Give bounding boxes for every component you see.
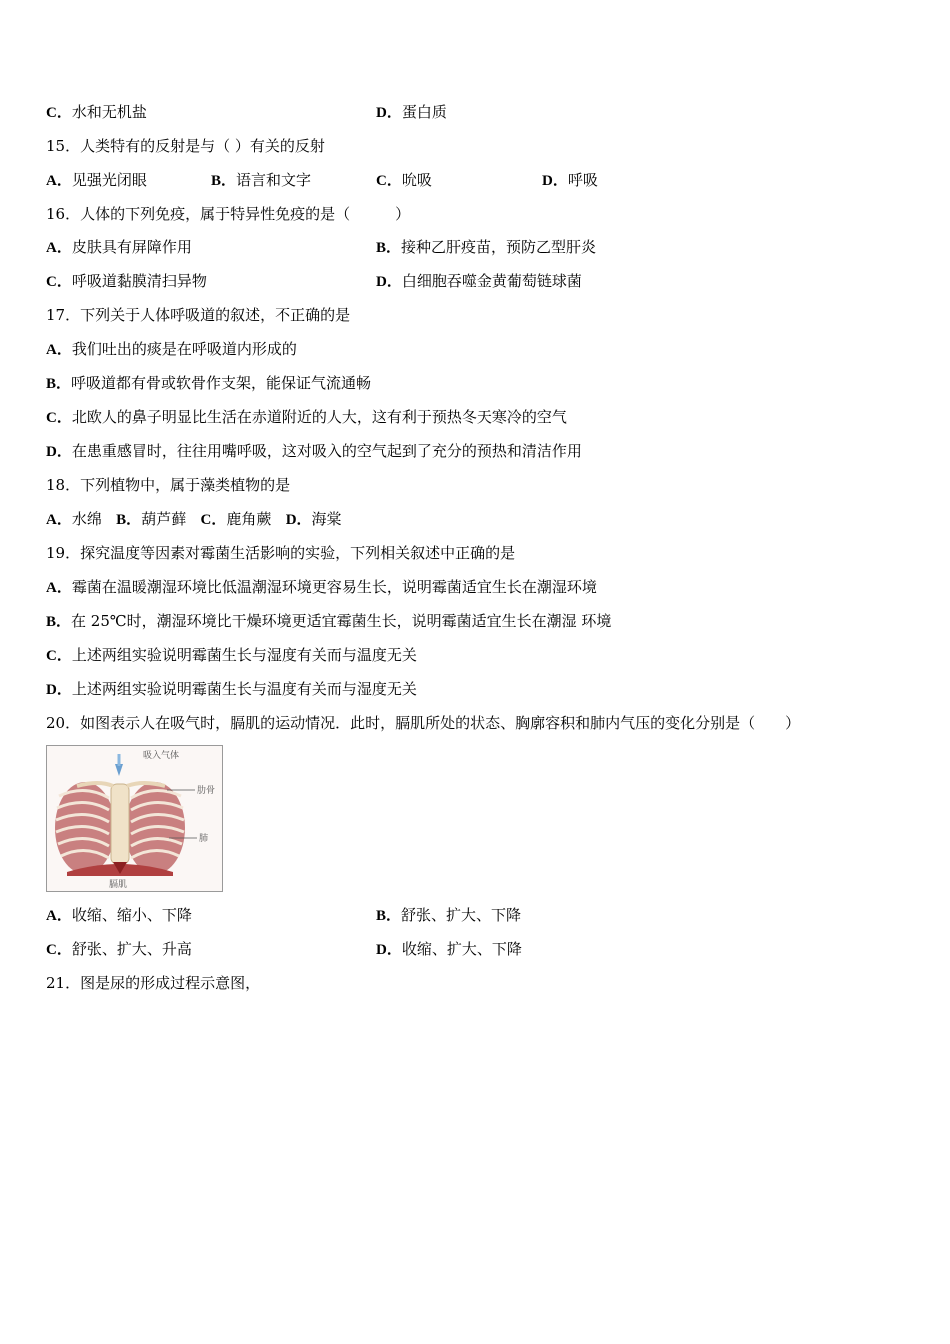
option-text: 白细胞吞噬金黄葡萄链球菌 xyxy=(401,272,582,290)
option-label: C． xyxy=(46,410,72,426)
option-label: D． xyxy=(542,173,568,189)
label-diaphragm: 膈肌 xyxy=(109,880,128,890)
option-label: A． xyxy=(46,512,72,528)
q17-stem: 17．下列关于人体呼吸道的叙述，不正确的是 xyxy=(46,306,351,324)
q17-option-c xyxy=(46,407,567,428)
option-label: D． xyxy=(46,444,72,460)
option-text: 葫芦藓 xyxy=(141,510,187,528)
option-label: D． xyxy=(376,105,402,121)
option-label: A． xyxy=(46,240,72,256)
option-label: D． xyxy=(46,682,72,698)
option-label: B． xyxy=(46,376,72,392)
option-text: 鹿角蕨 xyxy=(226,510,272,528)
option-text: 舒张、扩大、下降 xyxy=(401,906,522,924)
option-label: B． xyxy=(116,512,142,528)
thorax-diagram xyxy=(46,745,223,892)
option-text: 见强光闭眼 xyxy=(71,171,147,189)
option-label: D． xyxy=(285,512,312,528)
option-label: D． xyxy=(376,942,402,958)
option-label: C． xyxy=(46,942,72,958)
q18-options-row xyxy=(46,509,342,530)
label-lung: 肺 xyxy=(199,834,209,844)
q21-stem: 21．图是尿的形成过程示意图， xyxy=(46,974,261,992)
q15-option-c xyxy=(376,170,432,191)
q16-option-b xyxy=(376,237,596,258)
q19-option-b xyxy=(46,611,611,632)
option-text: 海棠 xyxy=(311,510,342,528)
q14-option-d xyxy=(376,102,447,123)
option-text: 皮肤具有屏障作用 xyxy=(71,238,192,256)
q20-stem: 20．如图表示人在吸气时，膈肌的运动情况．此时，膈肌所处的状态、胸廓容积和肺内气压的变化分别是（ ） xyxy=(46,714,801,732)
q19-option-d xyxy=(46,679,417,700)
option-label: A． xyxy=(46,580,72,596)
option-text: 水和无机盐 xyxy=(71,103,147,121)
option-label: A． xyxy=(46,342,72,358)
option-label: A． xyxy=(46,173,72,189)
q19-option-c xyxy=(46,645,417,666)
label-air: 吸入气体 xyxy=(143,751,180,761)
q17-option-d xyxy=(46,441,582,462)
option-text: 舒张、扩大、升高 xyxy=(71,940,192,958)
option-label: C． xyxy=(376,173,402,189)
option-label: A． xyxy=(46,908,72,924)
label-rib: 肋骨 xyxy=(197,786,216,796)
option-label: D． xyxy=(376,274,402,290)
option-text: 语言和文字 xyxy=(236,171,312,189)
q17-option-a xyxy=(46,339,297,360)
option-text: 吮吸 xyxy=(401,171,432,189)
q17-option-b xyxy=(46,373,371,394)
q15-option-b xyxy=(211,170,311,191)
q14-option-c xyxy=(46,102,147,123)
q20-option-a xyxy=(46,905,192,926)
option-text: 霉菌在温暖潮湿环境比低温潮湿环境更容易生长，说明霉菌适宜生长在潮湿环境 xyxy=(71,578,597,596)
option-label: C． xyxy=(46,274,72,290)
option-text: 蛋白质 xyxy=(401,103,447,121)
q19-stem: 19．探究温度等因素对霉菌生活影响的实验，下列相关叙述中正确的是 xyxy=(46,544,516,562)
q16-option-d xyxy=(376,271,582,292)
option-label: B． xyxy=(376,240,402,256)
q16-option-a xyxy=(46,237,192,258)
q18-stem: 18．下列植物中，属于藻类植物的是 xyxy=(46,476,291,494)
option-label: B． xyxy=(46,614,72,630)
option-label: C． xyxy=(46,648,72,664)
option-text: 在患重感冒时，往往用嘴呼吸，这对吸入的空气起到了充分的预热和清洁作用 xyxy=(71,442,582,460)
q20-option-c xyxy=(46,939,192,960)
q16-stem: 16．人体的下列免疫，属于特异性免疫的是（ ） xyxy=(46,205,411,223)
q15-stem: 15．人类特有的反射是与（ ）有关的反射 xyxy=(46,137,325,155)
option-label: C． xyxy=(46,105,72,121)
option-text: 呼吸道黏膜清扫异物 xyxy=(71,272,207,290)
option-text: 收缩、扩大、下降 xyxy=(401,940,522,958)
ribcage-illustration xyxy=(47,746,222,891)
option-text: 上述两组实验说明霉菌生长与湿度有关而与温度无关 xyxy=(71,646,417,664)
option-text: 我们吐出的痰是在呼吸道内形成的 xyxy=(71,340,297,358)
option-text: 在 25℃时，潮湿环境比干燥环境更适宜霉菌生长，说明霉菌适宜生长在潮湿 环境 xyxy=(71,612,612,630)
option-text: 接种乙肝疫苗，预防乙型肝炎 xyxy=(401,238,597,256)
option-text: 收缩、缩小、下降 xyxy=(71,906,192,924)
q15-option-d xyxy=(542,170,598,191)
q15-option-a xyxy=(46,170,147,191)
option-text: 呼吸道都有骨或软骨作支架，能保证气流通畅 xyxy=(71,374,372,392)
q20-option-b xyxy=(376,905,521,926)
option-text: 呼吸 xyxy=(567,171,598,189)
q20-option-d xyxy=(376,939,522,960)
option-label: C． xyxy=(200,512,227,528)
option-label: B． xyxy=(211,173,237,189)
q19-option-a xyxy=(46,577,597,598)
option-text: 上述两组实验说明霉菌生长与温度有关而与湿度无关 xyxy=(71,680,417,698)
q16-option-c xyxy=(46,271,207,292)
option-text: 水绵 xyxy=(71,510,102,528)
option-text: 北欧人的鼻子明显比生活在赤道附近的人大，这有利于预热冬天寒冷的空气 xyxy=(71,408,567,426)
option-label: B． xyxy=(376,908,402,924)
